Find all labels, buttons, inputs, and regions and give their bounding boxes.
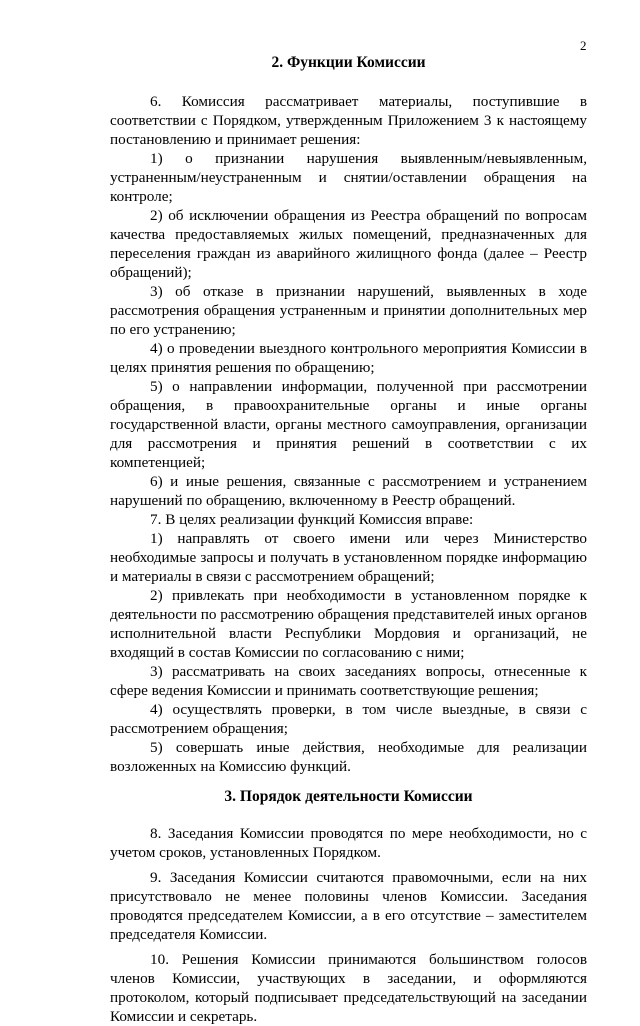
paragraph-6-item-1: 1) о признании нарушения выявленным/невыявленным, устраненным/неустраненным и снятии/оставлении обращения на контроле;: [110, 150, 587, 205]
paragraph-6: 6. Комиссия рассматривает материалы, поступившие в соответствии с Порядком, утвержденным Приложением 3 к настоящему постановлению и принимает решения:: [110, 93, 587, 148]
paragraph-6-item-5: 5) о направлении информации, полученной при рассмотрении обращения, в правоохранительные органы и иные органы государственной власти, органы местного самоуправления, организации для рассмотрения и принятия решений в соответствии с их компетенцией;: [110, 378, 587, 471]
paragraph-8: 8. Заседания Комиссии проводятся по мере необходимости, но с учетом сроков, установленных Порядком.: [110, 825, 587, 861]
paragraph-6-item-2: 2) об исключении обращения из Реестра обращений по вопросам качества предоставляемых жилых помещений, предназначенных для переселения граждан из аварийного жилищного фонда (далее – Реестр обращений);: [110, 207, 587, 281]
paragraph-7-item-1: 1) направлять от своего имени или через Министерство необходимые запросы и получать в установленном порядке информацию и материалы в связи с рассмотрением обращений;: [110, 530, 587, 585]
document-body: [110, 53, 587, 1026]
paragraph-7: 7. В целях реализации функций Комиссия вправе:: [150, 511, 474, 528]
paragraph-6-item-4: 4) о проведении выездного контрольного мероприятия Комиссии в целях принятия решения по обращению;: [110, 340, 587, 376]
paragraph-7-item-4: 4) осуществлять проверки, в том числе выездные, в связи с рассмотрением обращения;: [110, 701, 587, 737]
paragraph-9: 9. Заседания Комиссии считаются правомочными, если на них присутствовало не менее половины членов Комиссии. Заседания проводятся председателем Комиссии, а в его отсутствие – заместителем председателя Комиссии.: [110, 869, 587, 943]
page-number: 2: [580, 38, 587, 53]
paragraph-7-item-5: 5) совершать иные действия, необходимые для реализации возложенных на Комиссию функций.: [110, 739, 587, 775]
paragraph-6-item-6: 6) и иные решения, связанные с рассмотрением и устранением нарушений по обращению, включенному в Реестр обращений.: [110, 473, 587, 509]
paragraph-7-item-2: 2) привлекать при необходимости в установленном порядке к деятельности по рассмотрению обращения представителей иных органов исполнительной власти Республики Мордовия и организаций, не входящий в состав Комиссии по согласованию с ними;: [110, 587, 587, 661]
section-3-heading: 3. Порядок деятельности Комиссии: [224, 788, 473, 805]
paragraph-6-item-3: 3) об отказе в признании нарушений, выявленных в ходе рассмотрения обращения устраненным и принятии дополнительных мер по его устранению;: [110, 283, 587, 338]
paragraph-10: 10. Решения Комиссии принимаются большинством голосов членов Комиссии, участвующих в заседании, и оформляются протоколом, который подписывает председательствующий на заседании Комиссии и секретарь.: [110, 951, 587, 1025]
section-2-heading: 2. Функции Комиссии: [271, 54, 426, 71]
paragraph-7-item-3: 3) рассматривать на своих заседаниях вопросы, отнесенные к сфере ведения Комиссии и принимать соответствующие решения;: [110, 663, 587, 699]
